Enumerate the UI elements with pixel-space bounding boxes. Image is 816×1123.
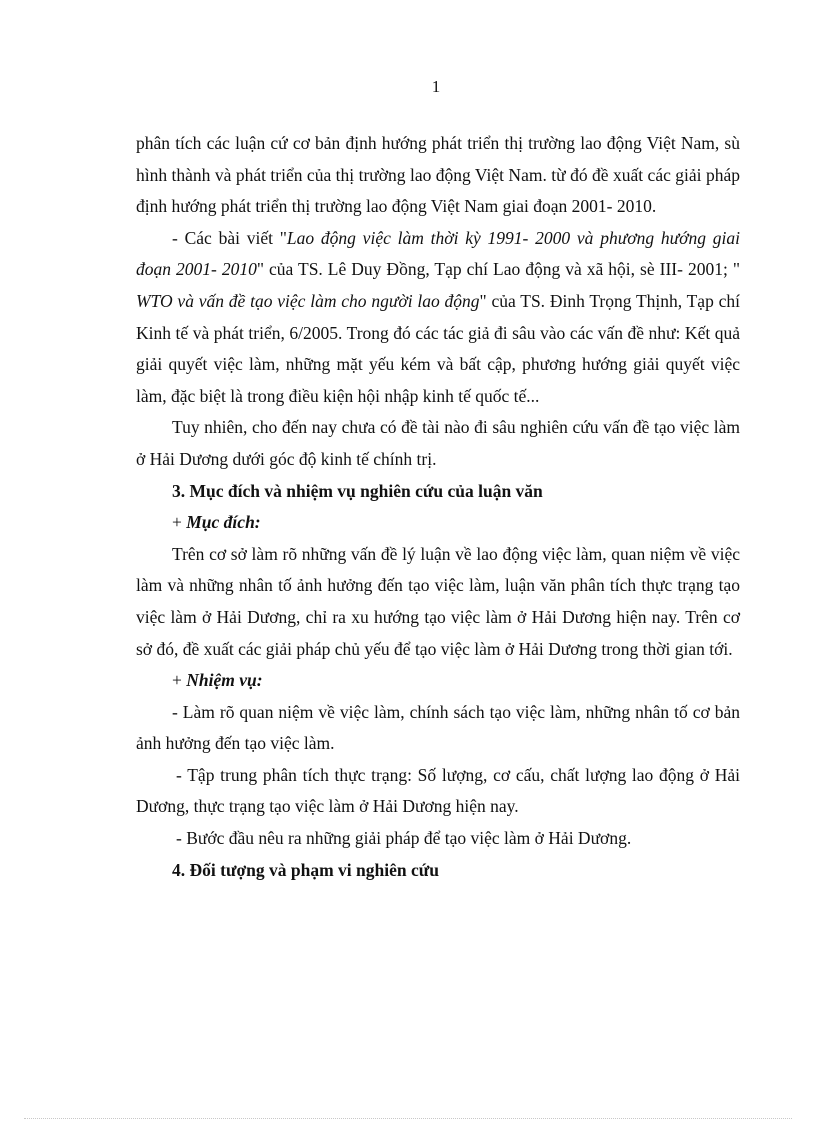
article-title-1: Lao động việc làm thời kỳ 1991- 2000 và phương hướng giai đoạn 2001- 2010 (136, 227, 740, 280)
article-title-2: WTO và vấn đề tạo việc làm cho người lao động (136, 290, 480, 311)
purpose-heading (136, 507, 740, 539)
tasks-plus: + (172, 670, 187, 691)
paragraph-analysis: phân tích các luận cứ cơ bản định hướng phát triển thị trường lao động Việt Nam, sù hình thành và phát triển của thị trường lao động Việt Nam. từ đó đề xuất các giải pháp định hướng phát triển thị trường lao động Việt Nam giai đoạn 2001- 2010. (136, 133, 740, 217)
task-item-1: - Làm rõ quan niệm về việc làm, chính sách tạo việc làm, những nhân tố cơ bản ảnh hưởng đến tạo việc làm. (136, 701, 740, 754)
section-heading-3: 3. Mục đích và nhiệm vụ nghiên cứu của luận văn (172, 480, 543, 501)
purpose-label: Mục đích: (186, 512, 261, 533)
paragraph-purpose: Trên cơ sở làm rõ những vấn đề lý luận về lao động việc làm, quan niệm về việc làm và những nhân tố ảnh hưởng đến tạo việc làm, luận văn phân tích thực trạng tạo việc làm ở Hải Dương, chỉ ra xu hướng tạo việc làm ở Hải Dương hiện nay. Trên cơ sở đó, đề xuất các giải pháp chủ yếu để tạo việc làm ở Hải Dương trong thời gian tới. (136, 543, 740, 659)
articles-mid: " của TS. Lê Duy Đồng, Tạp chí Lao động và xã hội, sè III- 2001; " (256, 259, 740, 280)
articles-suffix: " của TS. Đinh Trọng Thịnh, Tạp chí Kinh tế và phát triển, 6/2005. Trong đó các tác giả đi sâu vào các vấn đề như: Kết quả giải quyết việc làm, những mặt yếu kém và bất cập, phương hướng giải quyết việc làm, đặc biệt là trong điều kiện hội nhập kinh tế quốc tế... (136, 290, 740, 406)
tasks-label: Nhiệm vụ: (186, 670, 263, 691)
document-body (136, 128, 740, 886)
purpose-plus: + (172, 512, 187, 533)
paragraph-articles (136, 223, 740, 413)
task-item-2: - Tập trung phân tích thực trạng: Số lượng, cơ cấu, chất lượng lao động ở Hải Dương, thực trạng tạo việc làm ở Hải Dương hiện nay. (136, 764, 740, 817)
task-item-3: - Bước đầu nêu ra những giải pháp để tạo việc làm ở Hải Dương. (176, 828, 632, 849)
paragraph-however: Tuy nhiên, cho đến nay chưa có đề tài nào đi sâu nghiên cứu vấn đề tạo việc làm ở Hải Dương dưới góc độ kinh tế chính trị. (136, 417, 740, 469)
section-heading-4: 4. Đối tượng và phạm vi nghiên cứu (172, 859, 439, 880)
articles-prefix: - Các bài viết " (172, 227, 287, 248)
page-bottom-divider (24, 1118, 792, 1119)
tasks-heading (136, 665, 740, 697)
page-number: 1 (431, 77, 441, 96)
